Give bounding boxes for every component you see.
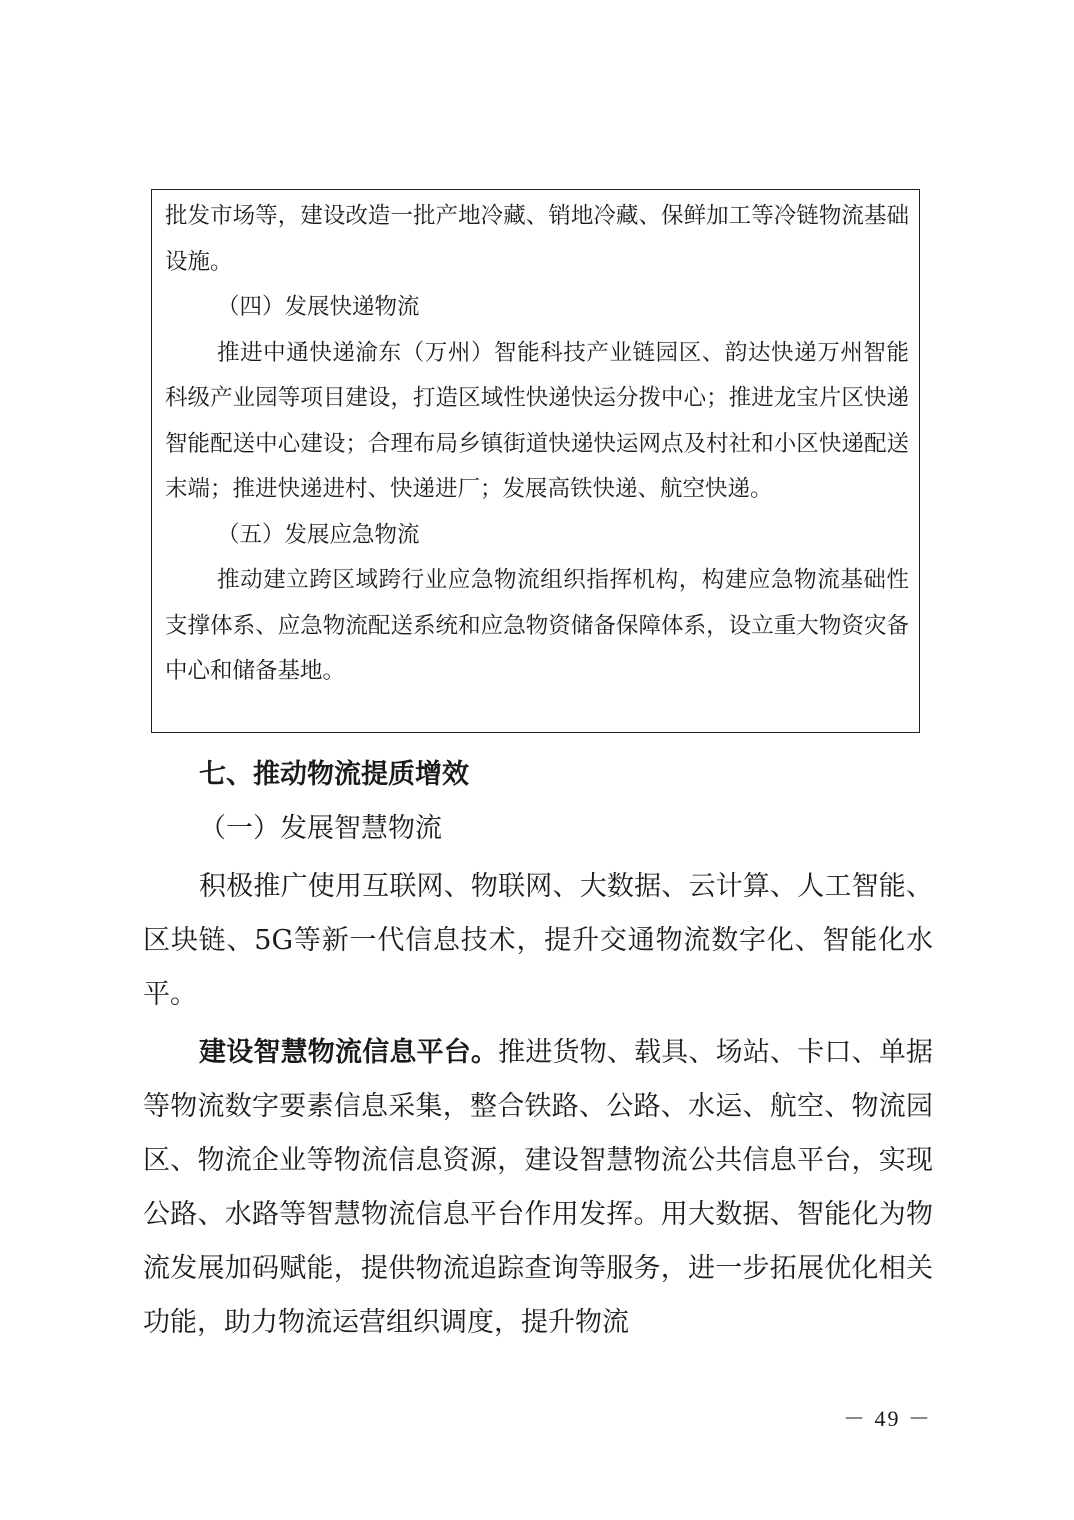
- paragraph-body: 推进货物、载具、场站、卡口、单据等物流数字要素信息采集，整合铁路、公路、水运、航空、物流园区、物流企业等物流信息资源，建设智慧物流公共信息平台，实现公路、水路等智慧物流信息平台作用发挥。用大数据、智能化为物流发展加码赋能，提供物流追踪查询等服务，进一步拓展优化相关功能，助力物流运营组织调度，提升物流: [143, 1037, 934, 1338]
- chapter-heading: 七、推动物流提质增效: [199, 759, 469, 790]
- section-1-heading: （一）发展智慧物流: [199, 813, 442, 844]
- section-4-heading: （四）发展快递物流: [217, 294, 420, 320]
- paragraph-info-platform: [143, 1026, 933, 1350]
- paragraph-smart-logistics: 积极推广使用互联网、物联网、大数据、云计算、人工智能、区块链、5G等新一代信息技术，提升交通物流数字化、智能化水平。: [143, 871, 933, 1010]
- page-number: － 49 －: [842, 1406, 932, 1431]
- section-5-heading: （五）发展应急物流: [217, 521, 420, 548]
- main-text: [143, 748, 933, 1350]
- section-4-body: 推进中通快递渝东（万州）智能科技产业链园区、韵达快递万州智能科级产业园等项目建设，打造区域性快递快运分拨中心；推进龙宝片区快递智能配送中心建设；合理布局乡镇街道快递快运网点及村社和小区快递配送末端；推进快递进村、快递进厂；发展高铁快递、航空快递。: [165, 339, 909, 502]
- section-5-body: 推动建立跨区域跨行业应急物流组织指挥机构，构建应急物流基础性支撑体系、应急物流配送系统和应急物资储备保障体系，设立重大物资灾备中心和储备基地。: [165, 567, 909, 684]
- box-continuation-paragraph: 批发市场等，建设改造一批产地冷藏、销地冷藏、保鲜加工等冷链物流基础设施。: [165, 203, 909, 275]
- boxed-text-panel: [151, 189, 920, 733]
- paragraph-lead-bold: 建设智慧物流信息平台。: [199, 1037, 499, 1068]
